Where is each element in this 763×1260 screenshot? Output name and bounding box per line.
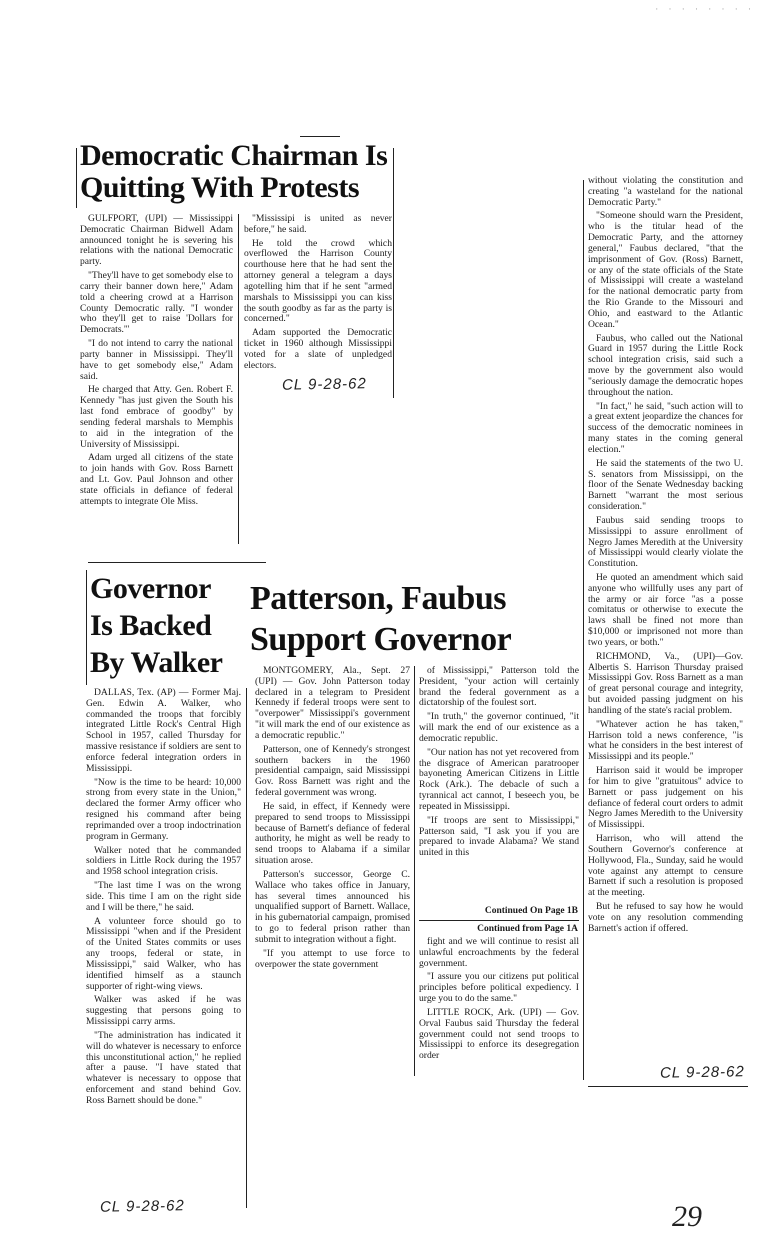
article2-body <box>86 688 241 1200</box>
article2-p2: "Now is the time to be heard: 10,000 strong from every state in the Union," declared the former Army officer who resigned his command after being reprimanded over a troop indoctrination program in Germany. <box>86 776 241 842</box>
article3-continued-from: Continued from Page 1A <box>477 924 578 934</box>
article3-col2-cont-p1: fight and we will continue to resist all unlawful encroachments by the federal government. <box>419 937 579 969</box>
article1-col1-p2: "They'll have to get somebody else to carry their banner down here," Adam told a cheering crowd at a Harrison County Democratic rally. "I wonder who they'll get to raise 'Dollars for Democrats.'" <box>80 270 233 336</box>
article3-col2-p3: "Our nation has not yet recovered from the disgrace of American paratrooper bayoneting American Citizens in Little Rock (Ark.). The debacle of such a tyrannical act cannot, I beseech you, be repeated in Mississippi. <box>419 746 579 812</box>
article1-col2-p3: Adam supported the Democratic ticket in 1960 although Mississippi voted for a slate of unpledged electors. <box>244 327 392 371</box>
article2-right-rule <box>246 688 247 1208</box>
article3-column-rule-2 <box>583 180 584 1080</box>
article3-bottom-rule <box>588 1086 748 1087</box>
article3-col1-p2: Patterson, one of Kennedy's strongest southern backers in the 1960 presidential campaign, said Mississippi Gov. Ross Barnett was right and the federal government was wrong. <box>255 743 410 799</box>
article1-col2-p2: He told the crowd which overflowed the Harrison County courthouse here that he had sent the attorney general a telegram a days agotelling him that if he sent "armed marshals to Mississippi you can kiss the south goodby as far as the party is concerned." <box>244 237 392 325</box>
article2-p6: Walker was asked if he was suggesting that persons going to Mississippi carry arms. <box>86 994 241 1028</box>
article1-left-rule <box>76 148 77 208</box>
article2-headline <box>90 570 240 685</box>
article2-p7: "The administration has indicated it will do whatever is necessary to enforce this unconstitutional action," he replied after a pause. "I have stated that whatever is necessary to oppose that enforcement and stand behind Gov. Ross Barnett should be done." <box>86 1029 241 1106</box>
article3-column2 <box>419 666 579 904</box>
article1-headline-line2: Quitting With Protests <box>80 170 360 204</box>
article2-headline-line1: Governor <box>90 572 211 605</box>
article1-col1-p3: "I do not intend to carry the national party banner in Mississippi. They'll have to get somebody else," Adam said. <box>80 338 233 382</box>
article2-left-rule <box>86 570 87 685</box>
article1-col1-p1: GULFPORT, (UPI) — Mississippi Democratic Chairman Bidwell Adam announced tonight he is severing his relations with the national Democratic party. <box>80 214 233 268</box>
article2-date-stamp: CL 9-28-62 <box>99 1197 185 1216</box>
article3-col3-p10: Harrison said it would be improper for him to give "gratuitous" advice to Barnett or pass judgement on his defiance of federal court orders to admit Negro James Meredith to the University of Mississippi. <box>588 765 743 831</box>
article1-column2 <box>244 214 392 379</box>
article3-column3 <box>588 176 743 1061</box>
article2-p1: DALLAS, Tex. (AP) — Former Maj. Gen. Edwin A. Walker, who commanded the troops that forcibly integrated Little Rock's Central High School in 1957, called Thursday for massive resistance if soldiers are sent to enforce federal integration orders in Mississippi. <box>86 688 241 774</box>
article3-col3-p12: But he refused to say how he would vote on any resolution commending Barnett's action if offered. <box>588 901 743 934</box>
article2-headline-line3: By Walker <box>90 646 223 679</box>
article2-headline-line2: Is Backed <box>90 609 212 642</box>
article2-p5: A volunteer force should go to Mississippi "when and if the President of the United States commits or uses any troops, federal or state, in Mississippi," said Walker, who has identified himself as a staunch supporter of right-wing views. <box>86 915 241 992</box>
article1-top-rule <box>300 136 340 137</box>
article3-col1-p1: MONTGOMERY, Ala., Sept. 27 (UPI) — Gov. John Patterson today declared in a telegram to President Kennedy if federal troops were sent to "overpower" Mississippi's government "it will mark the end of our existence as a democratic republic." <box>255 666 410 741</box>
article3-col2-p1: of Mississippi," Patterson told the President, "your action will certainly brand the federal government as a dictatorship of the foulest sort. <box>419 666 579 709</box>
article3-col3-p7: He quoted an amendment which said anyone who willfully uses any part of the army or air force "as a posse comitatus or otherwise to execute the laws shall be fined not more than $10,000 or imprisoned not more than two years, or both." <box>588 571 743 648</box>
article2-top-rule <box>88 562 266 563</box>
article1-col2-p1: "Mississipi is united as never before," he said. <box>244 214 392 235</box>
article3-headline <box>250 578 560 662</box>
corner-marks: · · · · · · · · <box>655 4 755 14</box>
article3-column-rule-1 <box>414 666 415 1076</box>
article3-jump-rule <box>419 920 579 921</box>
article3-col2-p4: "If troops are sent to Mississippi," Patterson said, "I ask you if you are prepared to invade Alabama? We stand united in this <box>419 814 579 859</box>
article3-headline-line2: Support Governor <box>250 621 512 658</box>
article3-col3-p6: Faubus said sending troops to Mississippi to assure enrollment of Negro James Meredith at the University of Mississippi would clearly violate the Constitution. <box>588 514 743 570</box>
article3-col3-p11: Harrison, who will attend the Southern Governor's conference at Hollywood, Fla., Sunday, said he would vote against any attempt to censure Barnett if such a resolution is proposed at the meeting. <box>588 833 743 899</box>
article3-col3-p8: RICHMOND, Va., (UPI)—Gov. Albertis S. Harrison Thursday praised Mississippi Gov. Ross Barnett as a man of great personal courage and integrity, but avoided passing judgment on his handling of the state's racial problem. <box>588 650 743 716</box>
article1-headline <box>80 140 392 212</box>
article1-right-rule <box>393 148 394 398</box>
article3-col3-p3: Faubus, who called out the National Guard in 1957 during the Little Rock school integration crisis, said such a move by the government also would "seriously damage the democratic hopes throughout the nation. <box>588 332 743 398</box>
article3-col1-p5: "If you attempt to use force to overpower the state government <box>255 947 410 970</box>
article1-column1 <box>80 214 233 544</box>
article3-column1 <box>255 666 410 1046</box>
article3-col3-p9: "Whatever action he has taken," Harrison told a news conference, "is what he considers in the best interest of Mississippi and its people." <box>588 718 743 763</box>
article3-col3-p1: without violating the constitution and creating "a wasteland for the national Democratic Party." <box>588 176 743 208</box>
article3-column2-continued <box>419 937 579 1077</box>
article1-col1-p5: Adam urged all citizens of the state to join hands with Gov. Ross Barnett and Lt. Gov. Paul Johnson and other state officials in defiance of federal attempts to integrate Ole Miss. <box>80 452 233 507</box>
article3-date-stamp: CL 9-28-62 <box>659 1063 745 1082</box>
article3-col3-p5: He said the statements of the two U. S. senators from Mississippi, on the floor of the Senate Wednesday backing Barnett "warrant the most serious consideration." <box>588 457 743 513</box>
article1-date-stamp: CL 9-28-62 <box>281 375 367 394</box>
article3-col2-cont-p2: "I assure you our citizens put political principles before political expediency. I urge you to do the same." <box>419 971 579 1005</box>
article3-continued-to: Continued On Page 1B <box>484 906 578 916</box>
article3-headline-line1: Patterson, Faubus <box>250 580 506 617</box>
article1-headline-line1: Democratic Chairman Is <box>80 140 388 172</box>
article3-col1-p4: Patterson's successor, George C. Wallace who takes office in January, has several times announced his unqualified support of Barnett. Wallace, in his gubernatorial campaign, promised to go to federal prison rather than submit to integration without a fight. <box>255 868 410 945</box>
article2-p3: Walker noted that he commanded soldiers in Little Rock during the 1957 and 1958 school integration crisis. <box>86 844 241 878</box>
article3-col2-cont-p3: LITTLE ROCK, Ark. (UPI) — Gov. Orval Faubus said Thursday the federal government could not send troops to Mississippi to enforce its desegregation order <box>419 1006 579 1062</box>
article1-column-rule <box>238 214 239 544</box>
page-number: 29 <box>672 1200 702 1233</box>
article3-col3-p2: "Someone should warn the President, who is the titular head of the Democratic Party, and the attorney general," Faubus declared, "that the imprisonment of Gov. (Ross) Barnett, or any of the state officials of the State of Mississippi will create a wasteland for the national democratic party from the Rio Grande to the Missouri and Ohio, and eastward to the Atlantic Ocean." <box>588 210 743 330</box>
article3-col3-p4: "In fact," he said, "such action will to a great extent jeopardize the chances for success of the democratic nominees in many states in the coming general election." <box>588 400 743 455</box>
article3-col2-p2: "In truth," the governor continued, "it will mark the end of our existence as a democratic republic. <box>419 711 579 744</box>
article3-col1-p3: He said, in effect, if Kennedy were prepared to send troops to Mississippi because of Barnett's defiance of federal authority, he might as well be ready to send troops to Alabama if a similar situation arose. <box>255 800 410 867</box>
article2-p4: "The last time I was on the wrong side. This time I am on the right side and I will be there," he said. <box>86 880 241 913</box>
article1-col1-p4: He charged that Atty. Gen. Robert F. Kennedy "has just given the South his last fond embrace of goodby" by sending federal marshals to Memphis to aid in the integration of the University of Mississippi. <box>80 384 233 450</box>
